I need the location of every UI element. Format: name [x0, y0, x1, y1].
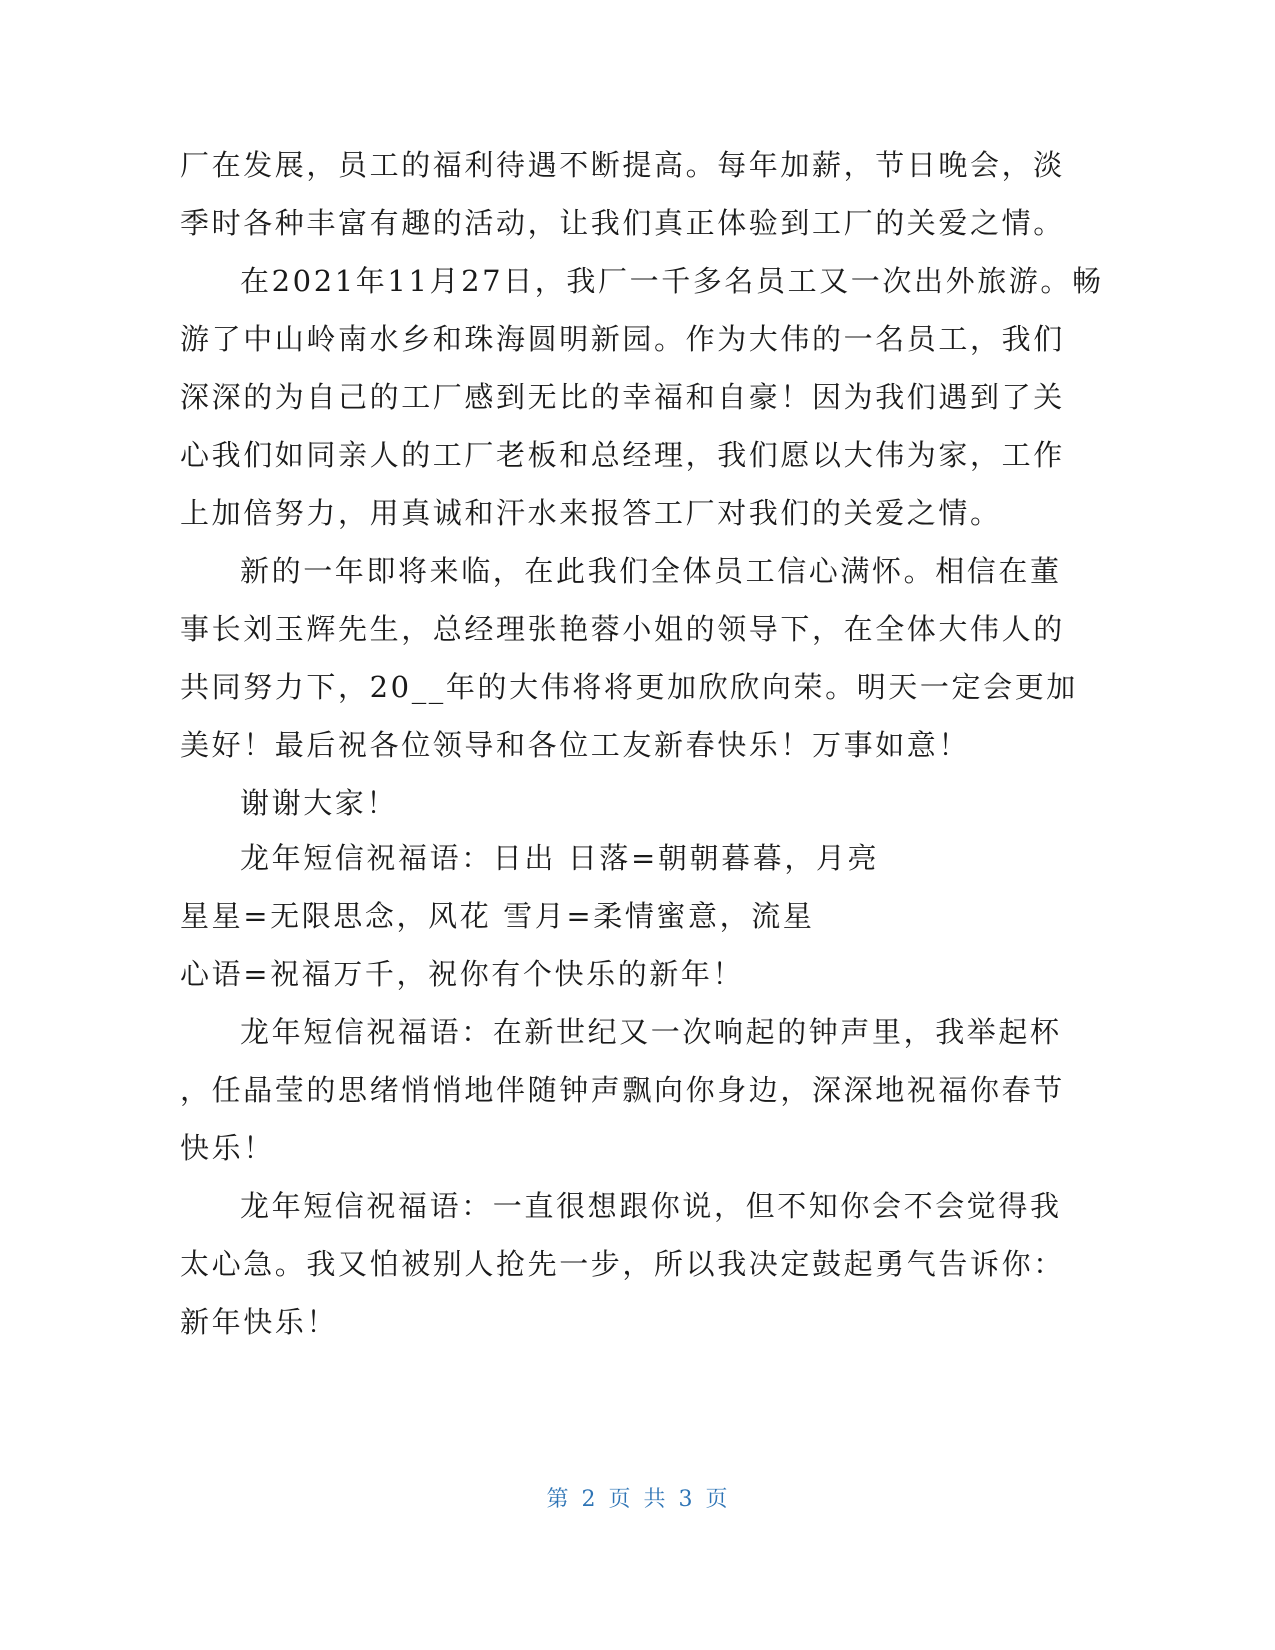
paragraph-line: 新年快乐！ [180, 1305, 339, 1339]
paragraph-line: 深深的为自己的工厂感到无比的幸福和自豪！因为我们遇到了关 [180, 380, 1065, 414]
current-page-number: 2 [581, 1487, 597, 1512]
paragraph-line: 星星=无限思念，风花 雪月=柔情蜜意，流星 [180, 899, 815, 933]
paragraph-line: 太心急。我又怕被别人抢先一步，所以我决定鼓起勇气告诉你： [180, 1247, 1065, 1281]
paragraph-line: 新的一年即将来临，在此我们全体员工信心满怀。相信在董 [240, 554, 1062, 588]
paragraph-line: 龙年短信祝福语：日出 日落=朝朝暮暮，月亮 [240, 841, 880, 875]
paragraph-line: 美好！最后祝各位领导和各位工友新春快乐！万事如意！ [180, 728, 971, 762]
paragraph-line: 心我们如同亲人的工厂老板和总经理，我们愿以大伟为家，工作 [180, 438, 1065, 472]
page-footer [0, 1482, 1275, 1513]
paragraph-line: 龙年短信祝福语：一直很想跟你说，但不知你会不会觉得我 [240, 1189, 1062, 1223]
paragraph-line: ，任晶莹的思绪悄悄地伴随钟声飘向你身边，深深地祝福你春节 [180, 1073, 1065, 1107]
paragraph-line: 事长刘玉辉先生，总经理张艳蓉小姐的领导下，在全体大伟人的 [180, 612, 1065, 646]
paragraph-line: 上加倍努力，用真诚和汗水来报答工厂对我们的关爱之情。 [180, 496, 1002, 530]
paragraph-line: 龙年短信祝福语：在新世纪又一次响起的钟声里，我举起杯 [240, 1015, 1062, 1049]
paragraph-line: 厂在发展，员工的福利待遇不断提高。每年加薪，节日晚会，淡 [180, 148, 1065, 182]
footer-suffix: 页 [705, 1487, 729, 1512]
paragraph-line: 在2021年11月27日，我厂一千多名员工又一次出外旅游。畅 [240, 264, 1104, 298]
footer-total-prefix: 共 [643, 1487, 667, 1512]
paragraph-line: 快乐！ [180, 1131, 275, 1165]
paragraph-line: 季时各种丰富有趣的活动，让我们真正体验到工厂的关爱之情。 [180, 206, 1065, 240]
paragraph-line: 心语=祝福万千，祝你有个快乐的新年！ [180, 957, 745, 991]
footer-prefix: 第 [546, 1487, 570, 1512]
footer-page-word: 页 [608, 1487, 632, 1512]
total-pages-number: 3 [678, 1487, 694, 1512]
paragraph-line: 谢谢大家！ [240, 786, 399, 820]
paragraph-line: 游了中山岭南水乡和珠海圆明新园。作为大伟的一名员工，我们 [180, 322, 1065, 356]
paragraph-line: 共同努力下，20__年的大伟将将更加欣欣向荣。明天一定会更加 [180, 670, 1078, 704]
